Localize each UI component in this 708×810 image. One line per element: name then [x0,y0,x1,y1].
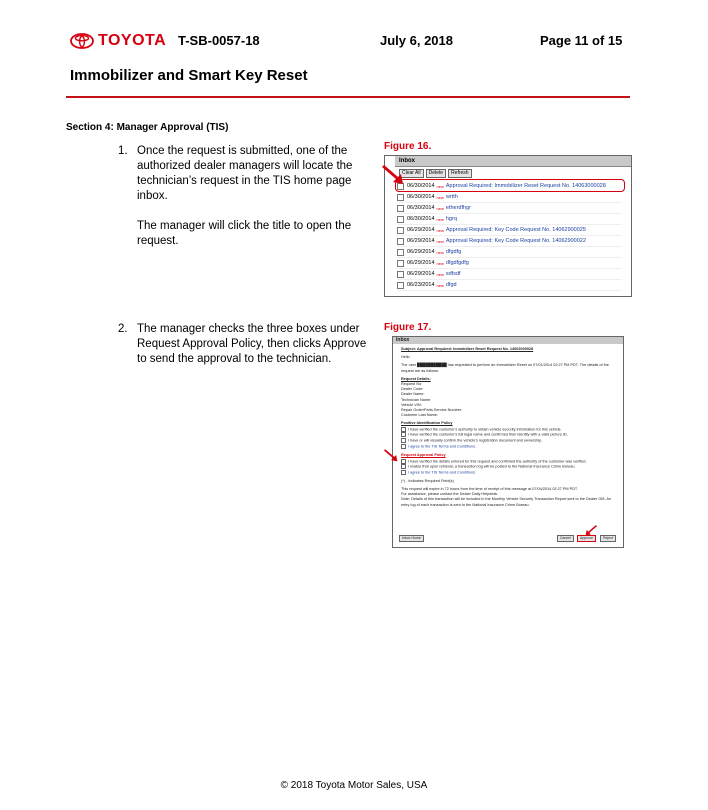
row-checkbox[interactable] [397,249,404,256]
request-field: Repair Order/Parts Service Number: [401,408,463,413]
policy-item: I have verified the customer's authority to obtain vehicle security information for this vehicle. [408,427,562,432]
checkbox[interactable] [401,438,406,443]
row-title-link[interactable]: sdfsdf [445,271,461,277]
row-date: 06/29/2014 [407,227,435,233]
checkbox[interactable] [401,444,406,449]
row-checkbox[interactable] [397,260,404,267]
step-paragraph: The manager checks the three boxes under Request Approval Policy, then clicks Approve to send the approval to the technician. [137,323,367,365]
inbox-row[interactable] [397,280,621,291]
row-date: 06/30/2014 [407,205,435,211]
new-badge: new [436,227,444,233]
request-field: Customer Last Name: [401,413,438,418]
approval-checkbox[interactable] [401,459,406,464]
row-checkbox[interactable] [397,205,404,212]
row-date: 06/29/2014 [407,271,435,277]
new-badge: new [436,249,444,255]
reject-button[interactable]: Reject [600,535,616,542]
subject-line: Subject: Approval Required: Immobilizer Reset Request No. 14063000028 [401,347,534,351]
approval-checkbox[interactable] [401,470,406,475]
page-title: Immobilizer and Smart Key Reset [70,67,308,84]
step-paragraph: The manager will click the title to open the request. [137,220,352,247]
row-date: 06/29/2014 [407,249,435,255]
intro-text: The user ███████████ has requested to perform an Immobilizer Reset on 07/01/2014 02:27 PM PDT. The details of the request are as follows: [401,363,609,373]
expiry-note: This request will expire in 72 hours from the time of receipt of this message at 07/04/2014 02:27 PM PDT. [401,486,578,491]
row-date: 06/30/2014 [407,216,435,222]
new-badge: new [436,205,444,211]
row-title-link[interactable]: Approval Required: Key Code Request No. 14062900022 [445,238,586,244]
doc-number: T-SB-0057-18 [178,33,260,48]
new-badge: new [436,282,444,288]
inbox-row[interactable] [397,258,621,269]
inbox-home-button[interactable]: Inbox Home [399,535,424,542]
contact-note: For assistance, please contact the Dealer Daily Helpdesk. [401,492,499,497]
new-badge: new [436,238,444,244]
row-checkbox[interactable] [397,271,404,278]
new-badge: new [436,194,444,200]
approval-policy-heading: Request Approval Policy [401,453,446,458]
checkbox[interactable] [401,427,406,432]
clear-all-button[interactable]: Clear All [399,169,424,178]
row-checkbox[interactable] [397,282,404,289]
step-number: 1. [118,145,128,157]
policy-item: I have verified the customer's full legal name and confirmed their identity with a valid picture ID. [408,432,568,437]
section-heading: Section 4: Manager Approval (TIS) [66,122,229,133]
new-badge: new [436,216,444,222]
row-date: 06/29/2014 [407,238,435,244]
delete-button[interactable]: Delete [426,169,446,178]
pointer-arrow-icon [384,448,398,462]
positive-id-heading: Positive Identification Policy [401,421,453,426]
row-title-link[interactable]: dfgdfgdfg [445,260,469,266]
title-divider [66,96,630,98]
step-number: 2. [118,323,128,335]
row-checkbox[interactable] [397,227,404,234]
inbox-row[interactable] [397,225,621,236]
row-date: 06/30/2014 [407,194,435,200]
policy-item[interactable]: I agree to the TIS Terms and Conditions. [408,444,477,449]
step-paragraph: Once the request is submitted, one of the authorized dealer managers will locate the technician’s request in the TIS home page inbox. [137,145,353,202]
row-checkbox[interactable] [397,238,404,245]
cancel-button[interactable]: Cancel [557,535,574,542]
inbox-title: Inbox [395,156,631,167]
request-field: Dealer Code: [401,387,424,392]
figure-17-approval [392,336,624,548]
toyota-emblem-icon [70,33,94,49]
new-badge: new [436,260,444,266]
doc-date: July 6, 2018 [380,33,453,48]
pointer-arrow-icon [585,524,597,536]
request-field: Vehicle VIN: [401,402,422,407]
row-date: 06/23/2014 [407,282,435,288]
row-title-link[interactable]: Approval Required: Key Code Request No. 14062900025 [445,227,586,233]
approval-item: I have verified the details entered for this request and confirmed the authority of the customer was verified. [408,459,587,464]
row-title-link[interactable]: etherdfhgr [445,205,471,211]
approval-window-title: Inbox [393,337,623,344]
row-date: 06/29/2014 [407,260,435,266]
figure-16-label: Figure 16. [384,141,432,152]
approval-item[interactable]: I agree to the TIS Terms and Conditions. [408,470,477,475]
page-footer: © 2018 Toyota Motor Sales, USA [280,780,428,791]
page-number: Page 11 of 15 [540,33,623,48]
row-checkbox[interactable] [397,216,404,223]
row-checkbox[interactable] [397,194,404,201]
row-title-link[interactable]: wrtth [445,194,458,200]
row-title-link[interactable]: Approval Required: Immobilizer Reset Request No. 14063000028 [445,183,606,189]
request-field: Request No: [401,382,423,387]
required-note: (*) - Indicates Required Field(s) [401,478,454,483]
request-details-heading: Request Details: [401,376,431,381]
row-date: 06/30/2014 [407,183,435,189]
inbox-row[interactable] [397,247,621,258]
inbox-row[interactable] [397,236,621,247]
greeting: Hello [401,355,410,360]
inbox-row[interactable] [397,192,621,203]
inbox-row[interactable] [397,269,621,280]
approval-item: I realize that upon retrieval, a transaction log will be posted to the National Insurance Crime Bureau. [408,464,576,469]
inbox-row[interactable] [397,214,621,225]
brand-name: TOYOTA [98,32,167,49]
request-field: Dealer Name: [401,392,425,397]
approve-button[interactable]: Approve [577,535,596,542]
row-title-link[interactable]: hgrq [445,216,457,222]
policy-item: I have or will visually confirm the vehicle's registration document and ownership. [408,438,543,443]
figure-17-label: Figure 17. [384,322,432,333]
toyota-logo [70,32,166,50]
new-badge: new [436,183,444,189]
transaction-note: Note: Details of this transaction will be included in the Monthly Vehicle Security Transaction Report sent to the Dealer GM. An entry log of each transaction is sent to the National Insurance Crime Bureau. [401,497,611,507]
approval-checkbox[interactable] [401,464,406,469]
request-field: Technician Name: [401,397,432,402]
page-header [0,30,708,54]
checkbox[interactable] [401,432,406,437]
pointer-arrow-icon [382,163,404,185]
inbox-row[interactable] [397,203,621,214]
row-title-link[interactable]: dfgd [445,282,457,288]
figure-16-inbox [384,155,632,297]
highlight-box [395,179,625,192]
new-badge: new [436,271,444,277]
refresh-button[interactable]: Refresh [448,169,472,178]
row-title-link[interactable]: dfgdfg [445,249,462,255]
